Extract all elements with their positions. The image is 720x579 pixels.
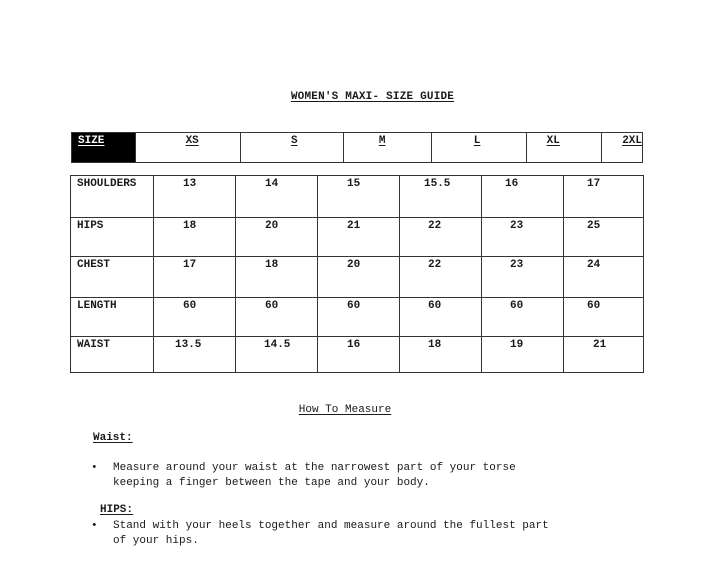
cell: 60 — [482, 298, 564, 337]
cell: 18 — [154, 218, 236, 257]
table-row — [71, 337, 644, 373]
size-l: L — [431, 133, 526, 163]
cell: 22 — [400, 257, 482, 298]
waist-heading: Waist: — [93, 432, 133, 444]
cell: 60 — [400, 298, 482, 337]
cell: 13.5 — [154, 337, 236, 373]
hips-instruction-line1: Stand with your heels together and measure around the fullest part — [113, 520, 549, 532]
measurement-table — [70, 175, 644, 373]
cell: 21 — [564, 337, 644, 373]
cell: 15.5 — [400, 176, 482, 218]
cell: 17 — [564, 176, 644, 218]
size-s: S — [241, 133, 344, 163]
cell: 18 — [400, 337, 482, 373]
table-row — [71, 218, 644, 257]
cell: 17 — [154, 257, 236, 298]
waist-instruction — [91, 461, 633, 491]
hips-heading: HIPS: — [100, 504, 134, 516]
row-label-waist: WAIST — [71, 337, 154, 373]
cell: 13 — [154, 176, 236, 218]
cell: 14 — [236, 176, 318, 218]
cell: 22 — [400, 218, 482, 257]
cell: 16 — [482, 176, 564, 218]
size-header-table — [71, 132, 643, 163]
waist-instruction-line1: Measure around your waist at the narrowest part of your torse — [113, 462, 516, 474]
cell: 60 — [154, 298, 236, 337]
size-header-row — [72, 133, 643, 163]
size-2xl: 2XL — [602, 133, 643, 163]
table-row — [71, 298, 644, 337]
cell: 25 — [564, 218, 644, 257]
cell: 21 — [318, 218, 400, 257]
table-row — [71, 176, 644, 218]
size-xs: XS — [135, 133, 240, 163]
cell: 60 — [236, 298, 318, 337]
cell: 20 — [318, 257, 400, 298]
row-label-length: LENGTH — [71, 298, 154, 337]
cell: 24 — [564, 257, 644, 298]
table-row — [71, 257, 644, 298]
waist-instruction-line2: keeping a finger between the tape and your body. — [113, 477, 430, 489]
cell: 60 — [564, 298, 644, 337]
bullet-icon: • — [91, 520, 98, 532]
cell: 16 — [318, 337, 400, 373]
cell: 18 — [236, 257, 318, 298]
bullet-icon: • — [91, 462, 98, 474]
row-label-hips: HIPS — [71, 218, 154, 257]
cell: 23 — [482, 218, 564, 257]
cell: 23 — [482, 257, 564, 298]
hips-instruction — [91, 519, 633, 549]
cell: 60 — [318, 298, 400, 337]
size-header-label: SIZE — [72, 133, 136, 163]
how-to-measure-heading: How To Measure — [298, 404, 392, 416]
cell: 20 — [236, 218, 318, 257]
cell: 15 — [318, 176, 400, 218]
hips-instruction-line2: of your hips. — [113, 535, 199, 547]
cell: 19 — [482, 337, 564, 373]
size-xl: XL — [526, 133, 602, 163]
cell: 14.5 — [236, 337, 318, 373]
size-m: M — [343, 133, 431, 163]
page-title-text: WOMEN'S MAXI- SIZE GUIDE — [290, 91, 455, 103]
row-label-chest: CHEST — [71, 257, 154, 298]
row-label-shoulders: SHOULDERS — [71, 176, 154, 218]
page-title — [0, 91, 720, 103]
